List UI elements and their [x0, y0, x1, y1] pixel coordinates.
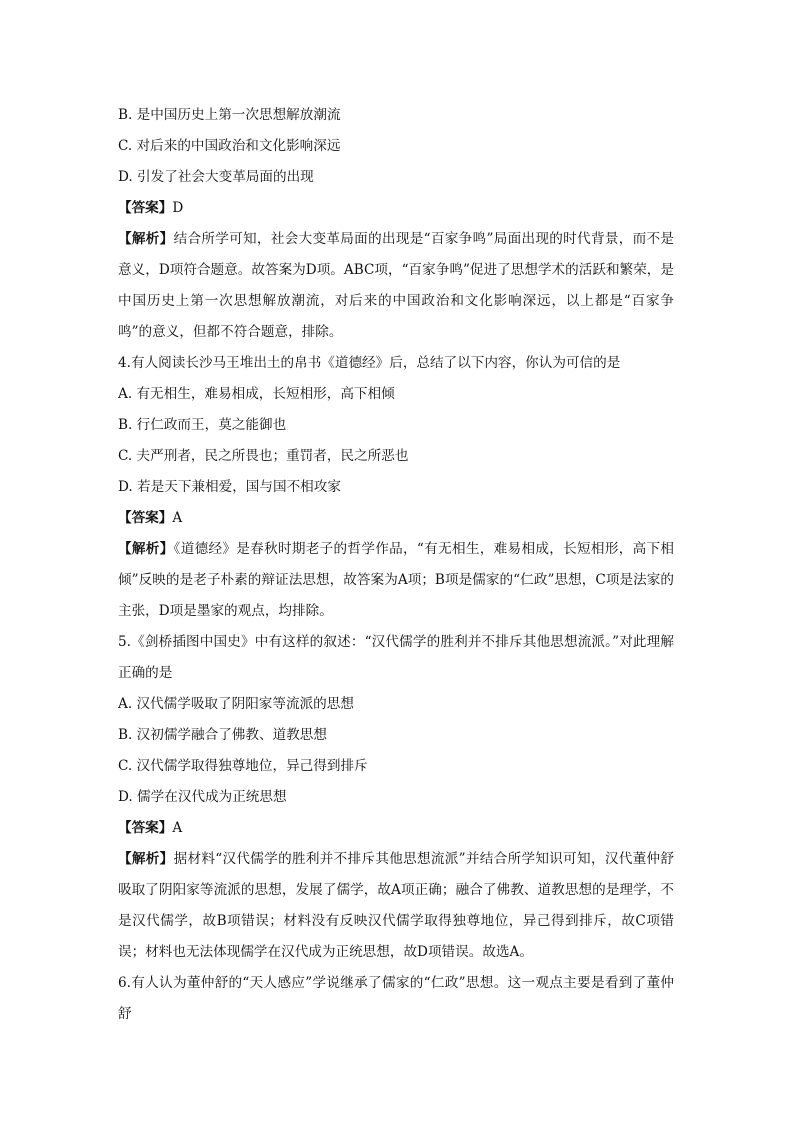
q3-option-b: B. 是中国历史上第一次思想解放潮流	[118, 107, 341, 123]
q3-answer	[118, 193, 674, 224]
answer-value: A	[172, 510, 183, 526]
q4-analysis	[118, 534, 674, 627]
analysis-tag: 【解析】	[118, 541, 174, 557]
analysis-tag: 【解析】	[118, 851, 174, 867]
answer-tag: 【答案】	[118, 510, 173, 526]
analysis-text: 《道德经》是春秋时期老子的哲学作品，“有无相生，难易相成，长短相形，高下相倾”反映的是老子朴素的辩证法思想，故答案为A项；B项是儒家的“仁政”思想，C项是法家的主张，D项是墨家的观点，均排除。	[118, 541, 674, 619]
answer-tag: 【答案】	[118, 820, 173, 836]
q5-option-a: A. 汉代儒学吸取了阴阳家等流派的思想	[118, 696, 354, 712]
q5-option-c: C. 汉代儒学取得独尊地位，异己得到排斥	[118, 758, 368, 774]
q5-answer	[118, 813, 674, 844]
q4-option-a: A. 有无相生，难易相成，长短相形，高下相倾	[118, 386, 395, 402]
q5-stem: 5.《剑桥插图中国史》中有这样的叙述：“汉代儒学的胜利并不排斥其他思想流派。”对此理解正确的是	[118, 634, 674, 681]
q4-stem: 4.有人阅读长沙马王堆出土的帛书《道德经》后，总结了以下内容，你认为可信的是	[118, 355, 621, 371]
q4-option-d: D. 若是天下兼相爱，国与国不相攻家	[118, 479, 341, 495]
analysis-text: 据材料“汉代儒学的胜利并不排斥其他思想流派”并结合所学知识可知，汉代董仲舒吸取了阴阳家等流派的思想，发展了儒学，故A项正确；融合了佛教、道教思想的是理学，不是汉代儒学，故B项错误；材料没有反映汉代儒学取得独尊地位，异己得到排斥，故C项错误；材料也无法体现儒学在汉代成为正统思想，故D项错误。故选A。	[118, 851, 674, 960]
answer-tag: 【答案】	[118, 200, 173, 216]
q5-option-d: D. 儒学在汉代成为正统思想	[118, 789, 287, 805]
q6-stem: 6.有人认为董仲舒的“天人感应”学说继承了儒家的“仁政”思想。这一观点主要是看到了董仲舒	[118, 975, 674, 1022]
q5-analysis	[118, 844, 674, 968]
q4-option-c: C. 夫严刑者，民之所畏也；重罚者，民之所恶也	[118, 448, 409, 464]
q4-option-b: B. 行仁政而王，莫之能御也	[118, 417, 287, 433]
document-body	[118, 100, 674, 1030]
answer-value: A	[172, 820, 183, 836]
analysis-tag: 【解析】	[118, 231, 174, 247]
q3-option-d: D. 引发了社会大变革局面的出现	[118, 169, 314, 185]
q4-answer	[118, 503, 674, 534]
q3-analysis	[118, 224, 674, 348]
q3-option-c: C. 对后来的中国政治和文化影响深远	[118, 138, 341, 154]
answer-value: D	[172, 200, 184, 216]
q5-option-b: B. 汉初儒学融合了佛教、道教思想	[118, 727, 327, 743]
analysis-text: 结合所学可知，社会大变革局面的出现是“百家争鸣”局面出现的时代背景，而不是意义，D项符合题意。故答案为D项。ABC项，“百家争鸣”促进了思想学术的活跃和繁荣，是中国历史上第一次思想解放潮流，对后来的中国政治和文化影响深远，以上都是“百家争鸣”的意义，但都不符合题意，排除。	[118, 231, 674, 340]
